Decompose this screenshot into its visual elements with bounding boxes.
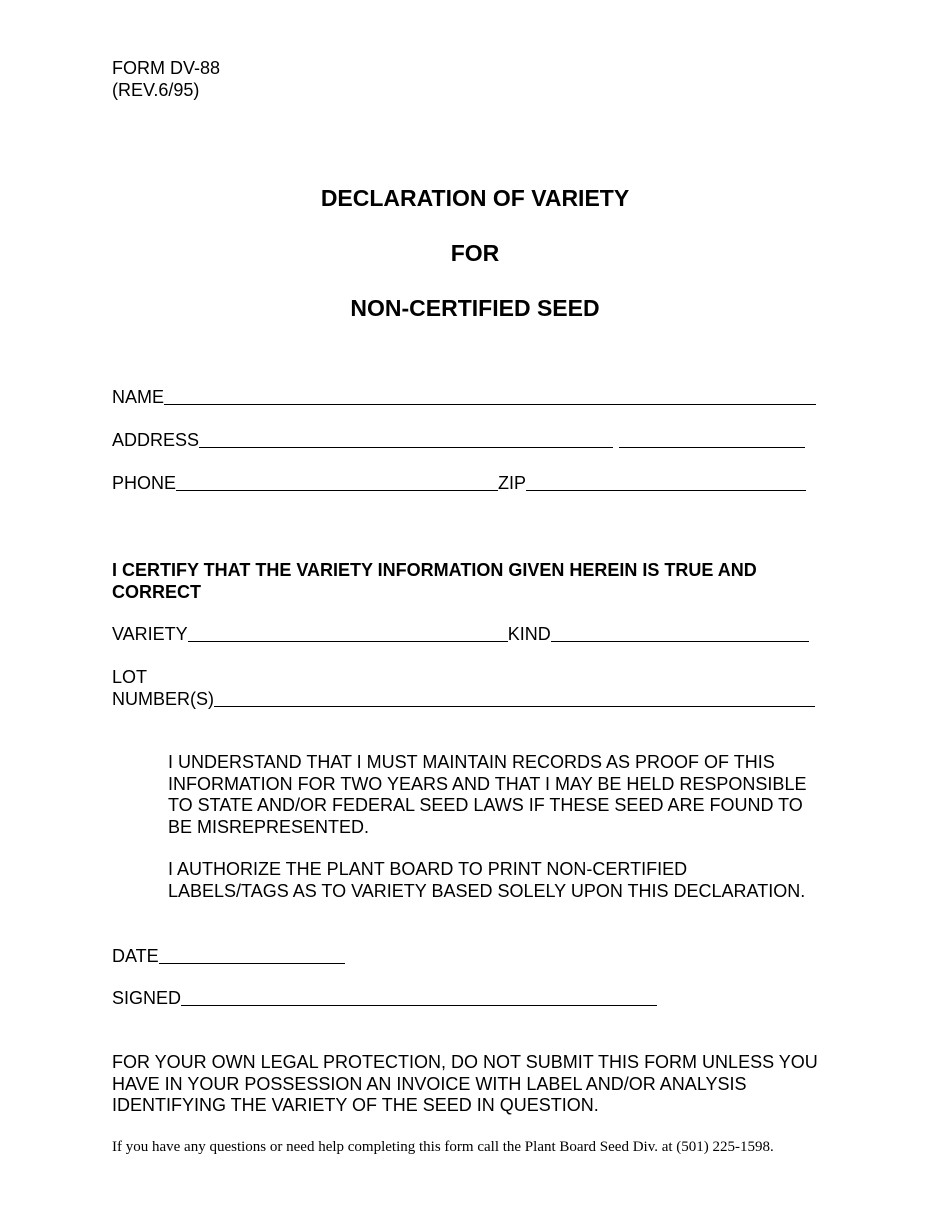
form-number: FORM DV-88 — [112, 58, 221, 78]
phone-label: PHONE — [112, 473, 177, 493]
signed-label: SIGNED — [112, 988, 182, 1008]
name-field[interactable] — [164, 390, 816, 405]
variety-field[interactable] — [188, 627, 508, 642]
date-row — [112, 945, 345, 967]
form-identifier — [112, 57, 220, 101]
kind-label: KIND — [507, 624, 551, 644]
signature-row — [112, 987, 657, 1009]
date-label: DATE — [112, 946, 159, 966]
authorize-statement: I AUTHORIZE THE PLANT BOARD TO PRINT NON-CERTIFIED LABELS/TAGS AS TO VARIETY BASED SOLELY UPON THIS DECLARATION. — [168, 859, 806, 901]
zip-field[interactable] — [526, 476, 806, 491]
page-subtitle: NON-CERTIFIED SEED — [350, 295, 600, 321]
lot-label-line1: LOT — [112, 667, 148, 687]
address-label: ADDRESS — [112, 430, 200, 450]
form-revision: (REV.6/95) — [112, 80, 200, 100]
variety-kind-row — [112, 623, 809, 645]
variety-label: VARIETY — [112, 624, 188, 644]
records-statement: I UNDERSTAND THAT I MUST MAINTAIN RECORDS AS PROOF OF THIS INFORMATION FOR TWO YEARS AND THAT I MAY BE HELD RESPONSIBLE TO STATE AND/OR FEDERAL SEED LAWS IF THESE SEED ARE FOUND TO BE MISREPRESENTED. — [168, 752, 807, 837]
lot-number-field[interactable] — [214, 692, 815, 707]
help-footer: If you have any questions or need help completing this form call the Plant Board Seed Div. at (501) 225-1598. — [112, 1139, 774, 1155]
name-row — [112, 386, 816, 408]
zip-label: ZIP — [498, 473, 527, 493]
address-field[interactable] — [199, 433, 613, 448]
date-field[interactable] — [159, 949, 345, 964]
page-title-for: FOR — [450, 240, 500, 266]
legal-notice: FOR YOUR OWN LEGAL PROTECTION, DO NOT SUBMIT THIS FORM UNLESS YOU HAVE IN YOUR POSSESSION AN INVOICE WITH LABEL AND/OR ANALYSIS IDENTIFYING THE VARIETY OF THE SEED IN QUESTION. — [112, 1052, 818, 1115]
signature-field[interactable] — [181, 991, 657, 1006]
certify-statement: I CERTIFY THAT THE VARIETY INFORMATION GIVEN HEREIN IS TRUE AND CORRECT — [112, 560, 757, 602]
address-row — [112, 429, 805, 451]
page-title: DECLARATION OF VARIETY — [320, 185, 630, 211]
kind-field[interactable] — [551, 627, 809, 642]
name-label: NAME — [112, 387, 165, 407]
phone-field[interactable] — [176, 476, 498, 491]
lot-label-line2: NUMBER(S) — [112, 689, 214, 709]
phone-zip-row — [112, 472, 806, 494]
lot-number-row — [112, 666, 815, 710]
address-city-field[interactable] — [619, 433, 805, 448]
